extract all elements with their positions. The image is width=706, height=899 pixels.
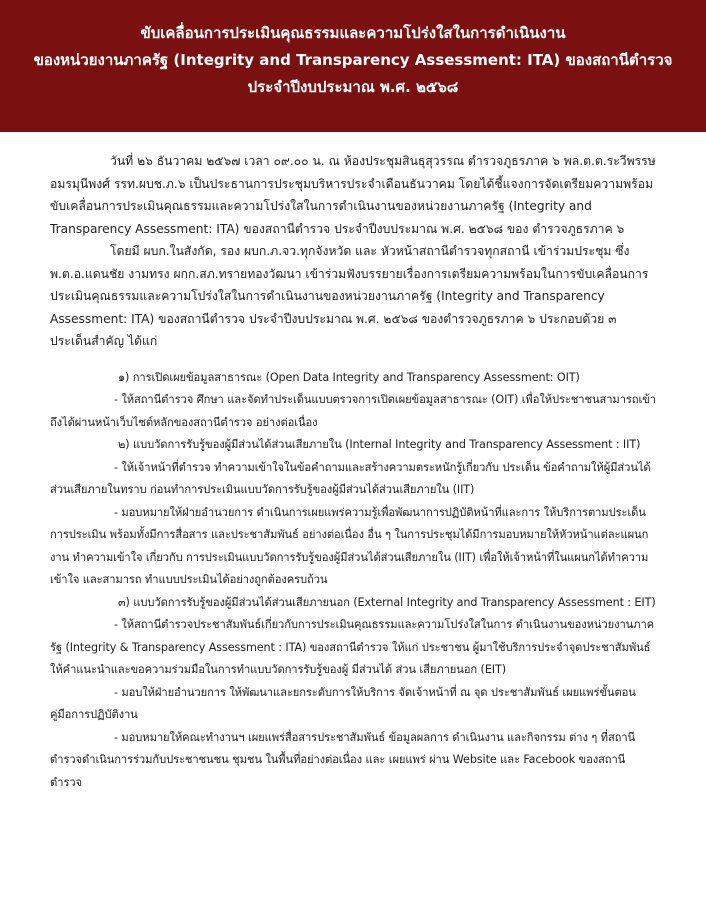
point-2-detail-2: - มอบหมายให้ฝ่ายอำนวยการ ดำเนินการเผยแพร่ความรู้เพื่อพัฒนาการปฏิบัติหน้าที่และการ ให้บริการตามประเด็นการประเมิน พร้อมทั้งมีการสื่อสาร และประชาสัมพันธ์ อย่างต่อเนื่อง อื่น ๆ ในการประชุมได้มีการมอบหมายให้หัวหน้าแต่ละแผนกงาน ทำความเข้าใจ เกี่ยวกับ การประเมินแบบวัดการรับรู้ของผู้มีส่วนได้ส่วนเสียภายใน (IIT) เพื่อให้เจ้าหน้าที่ในแผนกได้ทำความเข้าใจ และสามารถ ทำแบบประเมินได้อย่างถูกต้องครบถ้วน <box>50 505 649 586</box>
article-body <box>0 132 706 794</box>
key-points-list <box>50 367 656 795</box>
point-3-detail-2: - มอบให้ฝ่ายอำนวยการ ให้พัฒนาและยกระดับการให้บริการ จัดเจ้าหน้าที่ ณ จุด ประชาสัมพันธ์ เผยแพร่ขั้นตอน คู่มือการปฏิบัติงาน <box>50 685 636 721</box>
header-title-line-2: ของหน่วยงานภาครัฐ (Integrity and Transparency Assessment: ITA) ของสถานีตำรวจ <box>33 51 673 69</box>
point-3-detail-1: - ให้สถานีตำรวจประชาสัมพันธ์เกี่ยวกับการประเมินคุณธรรมและความโปร่งใสในการ ดำเนินงานของหน่วยงานภาครัฐ (Integrity & Transparency Assessment : ITA) ของสถานีตำรวจ ให้แก่ ประชาชน ผู้มาใช้บริการประจำจุดประชาสัมพันธ์ ให้คำแนะนำและขอความร่วมมือในการทำแบบวัดการรับรู้ของผู้ มีส่วนได้ ส่วน เสียภายนอก (EIT) <box>50 618 655 676</box>
paragraph-meeting-details: วันที่ ๒๖ ธันวาคม ๒๕๖๗ เวลา ๐๙.๐๐ น. ณ ห้องประชุมสินธุสุวรรณ ตำรวจภูธรภาค ๖ พล.ต.ต.ระวีพรรษ อมรมุนีพงศ์ รรท.ผบช.ภ.๖ เป็นประธานการประชุมบริหารประจำเดือนธันวาคม โดยได้ชี้แจงการจัดเตรียมความพร้อมขับเคลื่อนการประเมินคุณธรรมและความโปร่งใสในการดำเนินงานของหน่วยงานภาครัฐ (Integrity and Transparency Assessment: ITA) ของสถานีตำรวจ ประจำปีงบประมาณ พ.ศ. ๒๕๖๘ ของ ตำรวจภูธรภาค ๖ <box>50 154 656 236</box>
paragraph-attendees: โดยมี ผบก.ในสังกัด, รอง ผบก.ภ.จว.ทุกจังหวัด และ หัวหน้าสถานีตำรวจทุกสถานี เข้าร่วมประชุม ซึ่ง พ.ต.อ.แดนชัย งามทรง ผกก.สภ.ทรายทองวัฒนา เข้าร่วมฟังบรรยายเรื่องการเตรียมความพร้อมในการขับเคลื่อนการประเมินคุณธรรมและความโปร่งใสในการดำเนินงานของหน่วยงานภาครัฐ (Integrity and Transparency Assessment: ITA) ของสถานีตำรวจ ประจำปีงบประมาณ พ.ศ. ๒๕๖๘ ของตำรวจภูธรภาค ๖ ประกอบด้วย ๓ ประเด็นสำคัญ ได้แก่ <box>50 244 649 348</box>
point-1-detail-1: - ให้สถานีตำรวจ ศึกษา และจัดทำประเด็นแบบตรวจการเปิดเผยข้อมูลสาธารณะ (OIT) เพื่อให้ประชาชนสามารถเข้าถึงได้ผ่านหน้าเว็บไซต์หลักของสถานีตำรวจ อย่างต่อเนื่อง <box>50 393 656 429</box>
point-2-detail-1: - ให้เจ้าหน้าที่ตำรวจ ทำความเข้าใจในข้อคำถามและสร้างความตระหนักรู้เกี่ยวกับ ประเด็น ข้อคำถามให้ผู้มีส่วนได้ส่วนเสียภายในทราบ ก่อนทำการประเมินแบบวัดการรับรู้ของผู้มีส่วนได้ส่วนเสียภายใน (IIT) <box>50 460 651 496</box>
header-banner <box>0 0 706 132</box>
point-2-title: ๒) แบบวัดการรับรู้ของผู้มีส่วนได้ส่วนเสียภายใน (Internal Integrity and Transparency Assessment : IIT) <box>118 438 641 451</box>
point-3-title: ๓) แบบวัดการรับรู้ของผู้มีส่วนได้ส่วนเสียภายนอก (External Integrity and Transparency Assessment : EIT) <box>118 595 656 609</box>
header-title-line-1: ขับเคลื่อนการประเมินคุณธรรมและความโปร่งใสในการดำเนินงาน <box>140 24 566 42</box>
point-1-title: ๑) การเปิดเผยข้อมูลสาธารณะ (Open Data Integrity and Transparency Assessment: OIT) <box>118 370 580 384</box>
point-3-detail-3: - มอบหมายให้คณะทำงานฯ เผยแพร่สื่อสารประชาสัมพันธ์ ข้อมูลผลการ ดำเนินงาน และกิจกรรม ต่าง ๆ ที่สถานีตำรวจดำเนินการร่วมกับประชาชนชน ชุมชน ในพื้นที่อย่างต่อเนื่อง และ เผยแพร่ ผ่าน Website และ Facebook ของสถานีตำรวจ <box>50 730 636 789</box>
header-title-line-3: ประจำปีงบประมาณ พ.ศ. ๒๕๖๘ <box>247 78 459 96</box>
